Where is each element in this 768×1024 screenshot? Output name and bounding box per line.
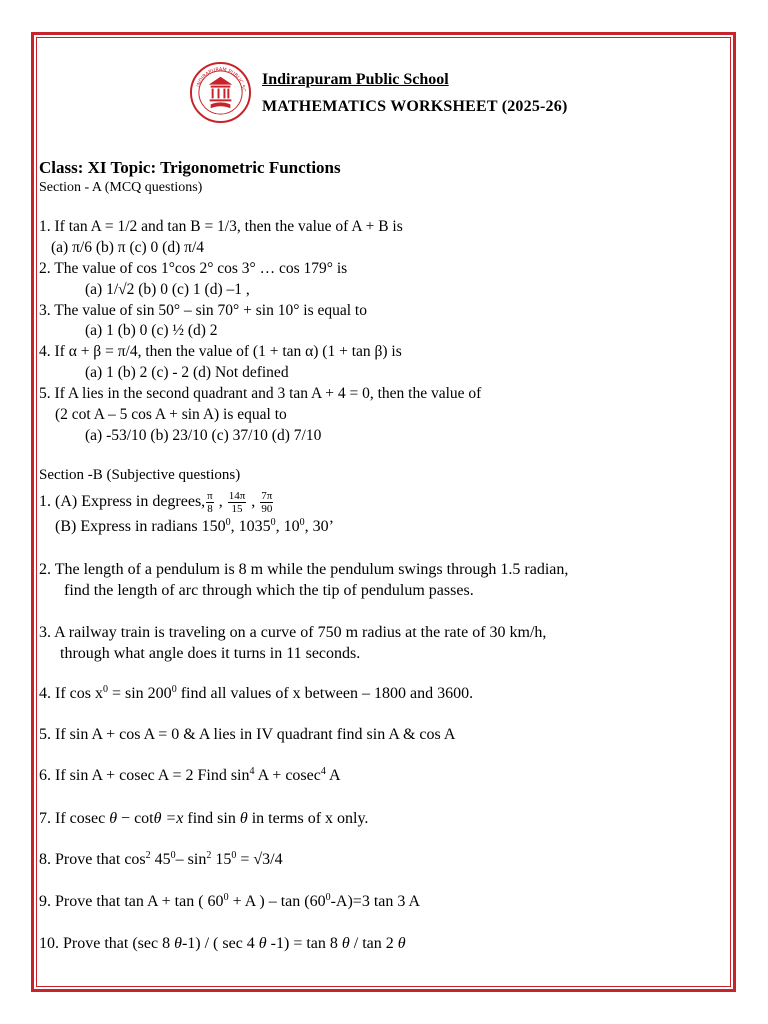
subjective-1a: 1. (A) Express in degrees, $\frac{\pi}{8}$ , $\frac{14\pi}{15}$ , $\frac{7\pi}{90}$ (39, 490, 273, 515)
mcq-2-options: (a) 1/√2 (b) 0 (c) 1 (d) –1 , (85, 281, 250, 298)
subjective-5: 5. If sin A + cos A = 0 & A lies in IV quadrant find sin A & cos A (39, 726, 456, 743)
worksheet-title: MATHEMATICS WORKSHEET (2025-26) (262, 98, 568, 115)
subjective-1b: (B) Express in radians $150^0$, 1035$^0$, $10^0$, 30’ (55, 517, 334, 535)
subjective-2-line1: 2. The length of a pendulum is 8 m while the pendulum swings through 1.5 radian, (39, 561, 569, 578)
subjective-3-line1: 3. A railway train is traveling on a curve of 750 m radius at the rate of 30 km/h, (39, 624, 547, 641)
mcq-1-options: (a) π/6 (b) π (c) 0 (d) π/4 (51, 239, 205, 256)
subjective-6: 6. If sin A + cosec A = 2 Find $\sin^4 A + cosec^4$ A (39, 766, 341, 784)
fraction-7pi-90: $\frac{7\pi}{90}$ (261, 490, 273, 515)
mcq-5-stem: 5. If A lies in the second quadrant and 3 tan A + 4 = 0, then the value of (39, 385, 482, 402)
subjective-4: 4. If $\cos x^0 = \sin 200^0$ find all values of x between – 1800 and 3600. (39, 684, 474, 702)
subjective-10: 10. Prove that (sec 8 θ-1) / ( sec 4 θ -1) = tan 8 θ / tan 2 θ (39, 935, 406, 952)
subjective-7: 7. If cosec θ − cotθ =x find sin θ in terms of x only. (39, 810, 369, 827)
mcq-5-options: (a) -53/10 (b) 23/10 (c) 37/10 (d) 7/10 (85, 427, 322, 444)
school-name: Indirapuram Public School (262, 71, 449, 88)
school-logo (189, 61, 252, 124)
mcq-1-stem: 1. If tan A = 1/2 and tan B = 1/3, then the value of A + B is (39, 218, 403, 235)
mcq-4-stem: 4. If α + β = π/4, then the value of (1 + tan α) (1 + tan β) is (39, 343, 402, 360)
fraction-14pi-15: $\frac{14\pi}{15}$ (228, 490, 246, 515)
mcq-4-options: (a) 1 (b) 2 (c) - 2 (d) Not defined (85, 364, 289, 381)
section-a-title: Section - A (MCQ questions) (39, 180, 203, 195)
mcq-5-stem-continued: (2 cot A – 5 cos A + sin A) is equal to (55, 406, 287, 423)
section-b-title: Section -B (Subjective questions) (39, 467, 241, 483)
subjective-1a-text: 1. (A) Express in degrees, (39, 493, 206, 511)
subjective-3-line2: through what angle does it turns in 11 seconds. (60, 645, 361, 662)
mcq-3-options: (a) 1 (b) 0 (c) ½ (d) 2 (85, 322, 218, 339)
subjective-2-line2: find the length of arc through which the tip of pendulum passes. (64, 582, 474, 599)
mcq-2-stem: 2. The value of cos 1°cos 2° cos 3° … cos 179° is (39, 260, 348, 277)
subjective-9: 9. Prove that tan A + tan ( $60^0 + A$ ) – $\tan (60^0-A)=3$ tan 3 A (39, 892, 421, 910)
subjective-8: 8. Prove that $\cos^2 45^0-$ $\sin^2 15^0 = √3/4$ (39, 850, 283, 868)
svg-text:INDIRAPURAM PUBLIC SCHOOL: INDIRAPURAM PUBLIC SC (195, 66, 247, 93)
fraction-pi-8: $\frac{\pi}{8}$ (207, 490, 213, 515)
mcq-3-stem: 3. The value of sin 50° – sin 70° + sin 10° is equal to (39, 302, 367, 319)
class-topic-line: Class: XI Topic: Trigonometric Functions (39, 158, 341, 177)
